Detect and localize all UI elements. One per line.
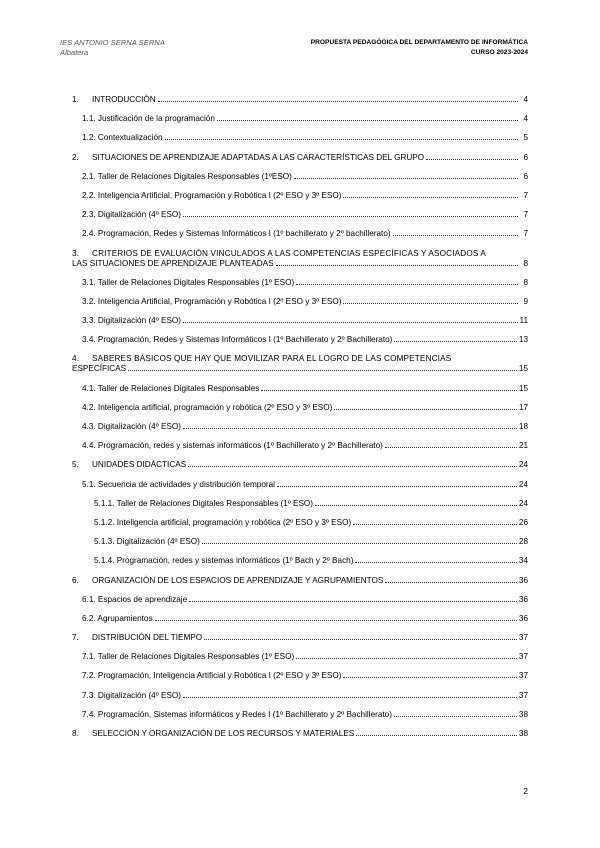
toc-entry-title: UNIDADES DIDÁCTICAS: [92, 460, 187, 470]
toc-entry-page: 15: [518, 383, 528, 393]
toc-dot-leader: [296, 284, 518, 285]
toc-entry-title: 3.1. Taller de Relaciones Digitales Responsables (1º ESO): [82, 277, 295, 287]
toc-entry[interactable]: [72, 556, 528, 566]
page-number: 2: [523, 786, 528, 796]
toc-entry-title: 4.2. Inteligencia artificial, programación y robótica (2º ESO y 3º ESO): [82, 402, 333, 412]
toc-dot-leader: [394, 341, 516, 342]
toc-dot-leader: [261, 390, 517, 391]
toc-entry-title-line1: [72, 249, 528, 259]
school-name: IES ANTONIO SERNA SERNA: [60, 38, 165, 47]
toc-entry[interactable]: [72, 210, 528, 220]
toc-dot-leader: [426, 159, 518, 160]
toc-entry[interactable]: [72, 441, 528, 451]
toc-entry-number: 1.: [72, 95, 79, 104]
toc-dot-leader: [276, 265, 518, 266]
toc-entry-title: 5.1.1. Taller de Relaciones Digitales Responsables (1º ESO): [94, 498, 314, 508]
toc-entry-title: 6.1. Espacios de aprendizaje: [82, 594, 188, 604]
header-right: [311, 38, 528, 58]
toc-dot-leader: [165, 139, 518, 140]
toc-entry-page: 37: [518, 671, 528, 681]
toc-entry[interactable]: [72, 229, 528, 239]
toc-dot-leader: [158, 101, 518, 102]
toc-dot-leader: [393, 235, 518, 236]
toc-entry-page: 36: [518, 594, 528, 604]
toc-entry[interactable]: [72, 480, 528, 490]
toc-dot-leader: [343, 303, 518, 304]
toc-entry[interactable]: [72, 652, 528, 662]
toc-entry-page: 4: [523, 114, 528, 124]
toc-entry-title: CRITERIOS DE EVALUACIÓN VINCULADOS A LAS COMPETENCIAS ESPECÍFICAS Y ASOCIADOS A: [92, 248, 487, 258]
toc-entry-title: 4.4. Programación, redes y sistemas informáticos (1º Bachillerato y 2º Bachillerato): [82, 441, 383, 451]
toc-entry-title: DISTRIBUCIÓN DEL TIEMPO: [92, 633, 203, 643]
toc-entry-title: 5.1. Secuencia de actividades y distribución temporal: [82, 479, 275, 489]
toc-entry-title-continued: LAS SITUACIONES DE APRENDIZAJE PLANTEADAS: [72, 258, 274, 268]
toc-entry-title: 2.2. Inteligencia Artificial, Programación y Robótica I (2º ESO y 3º ESO): [82, 190, 342, 200]
toc-entry-title: 1.1. Justificación de la programación: [82, 114, 215, 124]
toc-entry-page: 11: [519, 316, 528, 326]
toc-entry-number: 6.: [72, 575, 79, 585]
toc-entry-page: 8: [523, 258, 528, 268]
toc-entry-number: 4.: [72, 354, 80, 364]
toc-dot-leader: [385, 582, 517, 583]
toc-dot-leader: [183, 216, 518, 217]
toc-dot-leader: [183, 322, 517, 323]
toc-entry[interactable]: [72, 633, 528, 643]
toc-entry-title: 3.2. Inteligencia Artificial, Programación y Robótica I (2º ESO y 3º ESO): [82, 296, 342, 306]
toc-entry[interactable]: [72, 729, 528, 739]
toc-entry-title: SABERES BÁSICOS QUE HAY QUE MOVILIZAR PARA EL LOGRO DE LAS COMPETENCIAS: [92, 354, 452, 364]
toc-entry-title-line2: [72, 259, 528, 269]
toc-dot-leader: [343, 197, 518, 198]
toc-entry-page: 9: [523, 296, 528, 306]
toc-entry-page: 37: [518, 633, 528, 643]
toc-entry-page: 37: [518, 652, 528, 662]
toc-entry[interactable]: [72, 249, 528, 269]
toc-dot-leader: [128, 370, 517, 371]
toc-entry-page: 21: [518, 441, 528, 451]
toc-entry[interactable]: [72, 710, 528, 720]
toc-entry[interactable]: [72, 95, 528, 105]
toc-entry-page: 38: [518, 729, 528, 738]
toc-entry[interactable]: [72, 518, 528, 528]
toc-entry-page: 37: [518, 690, 528, 700]
toc-entry[interactable]: [72, 614, 528, 624]
toc-entry-number: 5.: [72, 460, 79, 470]
course-year: CURSO 2023-2024: [470, 49, 528, 56]
toc-entry[interactable]: [72, 403, 528, 413]
toc-entry[interactable]: [72, 595, 528, 605]
toc-entry[interactable]: [72, 354, 528, 374]
toc-entry-title: 7.1. Taller de Relaciones Digitales Responsables (1º ESO): [82, 652, 295, 662]
toc-entry[interactable]: [72, 133, 528, 143]
toc-entry-title: 3.3. Digitalización (4º ESO): [82, 316, 182, 326]
table-of-contents: [72, 95, 528, 748]
toc-entry-title: 7.3. Digitalización (4º ESO): [82, 690, 182, 700]
toc-dot-leader: [296, 658, 517, 659]
toc-entry-title: 5.1.2. Inteligencia artificial, programación y robótica (2º ESO y 3º ESO): [94, 517, 352, 527]
toc-entry-page: 17: [518, 402, 528, 412]
toc-entry[interactable]: [72, 691, 528, 701]
toc-entry[interactable]: [72, 576, 528, 586]
toc-entry-title: 2.1. Taller de Relaciones Digitales Responsables (1ºESO): [82, 171, 292, 181]
toc-entry-title: 4.3. Digitalización (4º ESO): [82, 422, 182, 431]
toc-entry-title: SITUACIONES DE APRENDIZAJE ADAPTADAS A LAS CARACTERÍSTICAS DEL GRUPO: [92, 152, 425, 162]
toc-entry-title: 7.2. Programación, Inteligencia Artificial y Robótica I (2º ESO y 3º ESO): [82, 671, 342, 681]
toc-dot-leader: [334, 409, 517, 410]
toc-entry-title: 6.2. Agrupamientos: [82, 613, 153, 623]
toc-dot-leader: [315, 505, 517, 506]
toc-entry-title: 2.4. Programación, Redes y Sistemas Informáticos I (1º bachillerato y 2º bachillerato): [82, 229, 391, 239]
toc-entry-number: 3.: [72, 248, 80, 258]
toc-entry[interactable]: [72, 172, 528, 182]
toc-entry-page: 26: [518, 517, 528, 527]
toc-entry-page: 7: [523, 190, 528, 200]
toc-entry[interactable]: [72, 335, 528, 345]
toc-entry-title: 4.1. Taller de Relaciones Digitales Responsables: [82, 383, 260, 393]
toc-entry[interactable]: [72, 153, 528, 163]
toc-dot-leader: [217, 120, 518, 121]
toc-entry-page: 8: [523, 277, 528, 287]
toc-entry[interactable]: [72, 191, 528, 201]
toc-entry[interactable]: [72, 278, 528, 288]
toc-entry-page: 5: [523, 133, 528, 143]
toc-entry[interactable]: [72, 422, 528, 432]
toc-entry-number: 8.: [72, 729, 79, 738]
toc-entry-title: 7.4. Programación, Sistemas informáticos y Redes I (1º Bachillerato y 2º Bachillerato): [82, 709, 392, 719]
toc-entry-page: 6: [523, 152, 528, 162]
toc-entry-title: 3.4. Programación, Redes y Sistemas Informáticos I (1º Bachillerato y 2º Bachillerato): [82, 335, 393, 345]
toc-entry[interactable]: [72, 114, 528, 124]
toc-entry-page: 28: [518, 537, 528, 547]
toc-entry-title-line1: [72, 354, 528, 364]
toc-entry-page: 7: [523, 229, 528, 239]
toc-entry-page: 36: [518, 575, 528, 585]
school-location: Albatera: [60, 48, 89, 57]
toc-dot-leader: [355, 562, 516, 563]
toc-entry-page: 15: [518, 364, 528, 374]
toc-dot-leader: [189, 601, 517, 602]
toc-entry-page: 6: [523, 171, 528, 181]
toc-dot-leader: [183, 428, 517, 429]
toc-entry-title: 5.1.3. Digitalización (4º ESO): [94, 537, 200, 547]
toc-dot-leader: [277, 486, 517, 487]
toc-entry-title-line2: [72, 364, 528, 374]
toc-entry-page: 13: [518, 335, 528, 345]
toc-entry-title: SELECCIÓN Y ORGANIZACIÓN DE LOS RECURSOS Y MATERIALES: [92, 729, 355, 738]
toc-dot-leader: [394, 716, 517, 717]
toc-entry-number: 2.: [72, 152, 79, 162]
toc-dot-leader: [343, 677, 516, 678]
toc-dot-leader: [155, 620, 517, 621]
toc-entry-title: INTRODUCCIÓN: [92, 95, 156, 104]
toc-entry-title: 2.3. Digitalización (4º ESO): [82, 210, 182, 220]
toc-dot-leader: [294, 178, 518, 179]
toc-entry-title: 1.2. Contextualización: [82, 133, 163, 143]
toc-entry-page: 38: [518, 709, 528, 719]
toc-entry-title-continued: ESPECÍFICAS: [72, 364, 127, 374]
toc-entry-page: 24: [518, 460, 528, 470]
toc-entry[interactable]: [72, 460, 528, 470]
toc-entry-page: 7: [523, 210, 528, 220]
toc-entry[interactable]: [72, 671, 528, 681]
toc-entry-number: 7.: [72, 633, 79, 643]
toc-entry[interactable]: [72, 316, 528, 326]
toc-dot-leader: [385, 447, 517, 448]
toc-entry[interactable]: [72, 537, 528, 547]
toc-entry[interactable]: [72, 297, 528, 307]
toc-dot-leader: [353, 524, 517, 525]
document-title: PROPUESTA PEDAGÓGICA DEL DEPARTAMENTO DE INFORMÁTICA: [310, 39, 528, 46]
toc-dot-leader: [356, 735, 517, 736]
toc-dot-leader: [188, 466, 517, 467]
toc-entry-page: 24: [518, 498, 528, 508]
toc-entry-title: ORGANIZACIÓN DE LOS ESPACIOS DE APRENDIZAJE Y AGRUPAMIENTOS: [92, 575, 384, 585]
toc-entry-page: 18: [518, 422, 528, 431]
header-left: [60, 38, 165, 58]
toc-entry-page: 4: [523, 95, 528, 104]
toc-entry-page: 24: [518, 479, 528, 489]
toc-entry-page: 34: [518, 556, 528, 566]
toc-dot-leader: [204, 639, 517, 640]
toc-entry[interactable]: [72, 384, 528, 394]
toc-entry-title: 5.1.4. Programación, redes y sistemas informáticos (1º Bach y 2º Bach): [94, 556, 354, 566]
toc-entry[interactable]: [72, 499, 528, 509]
toc-entry-page: 36: [518, 613, 528, 623]
toc-dot-leader: [202, 543, 517, 544]
toc-dot-leader: [183, 697, 517, 698]
